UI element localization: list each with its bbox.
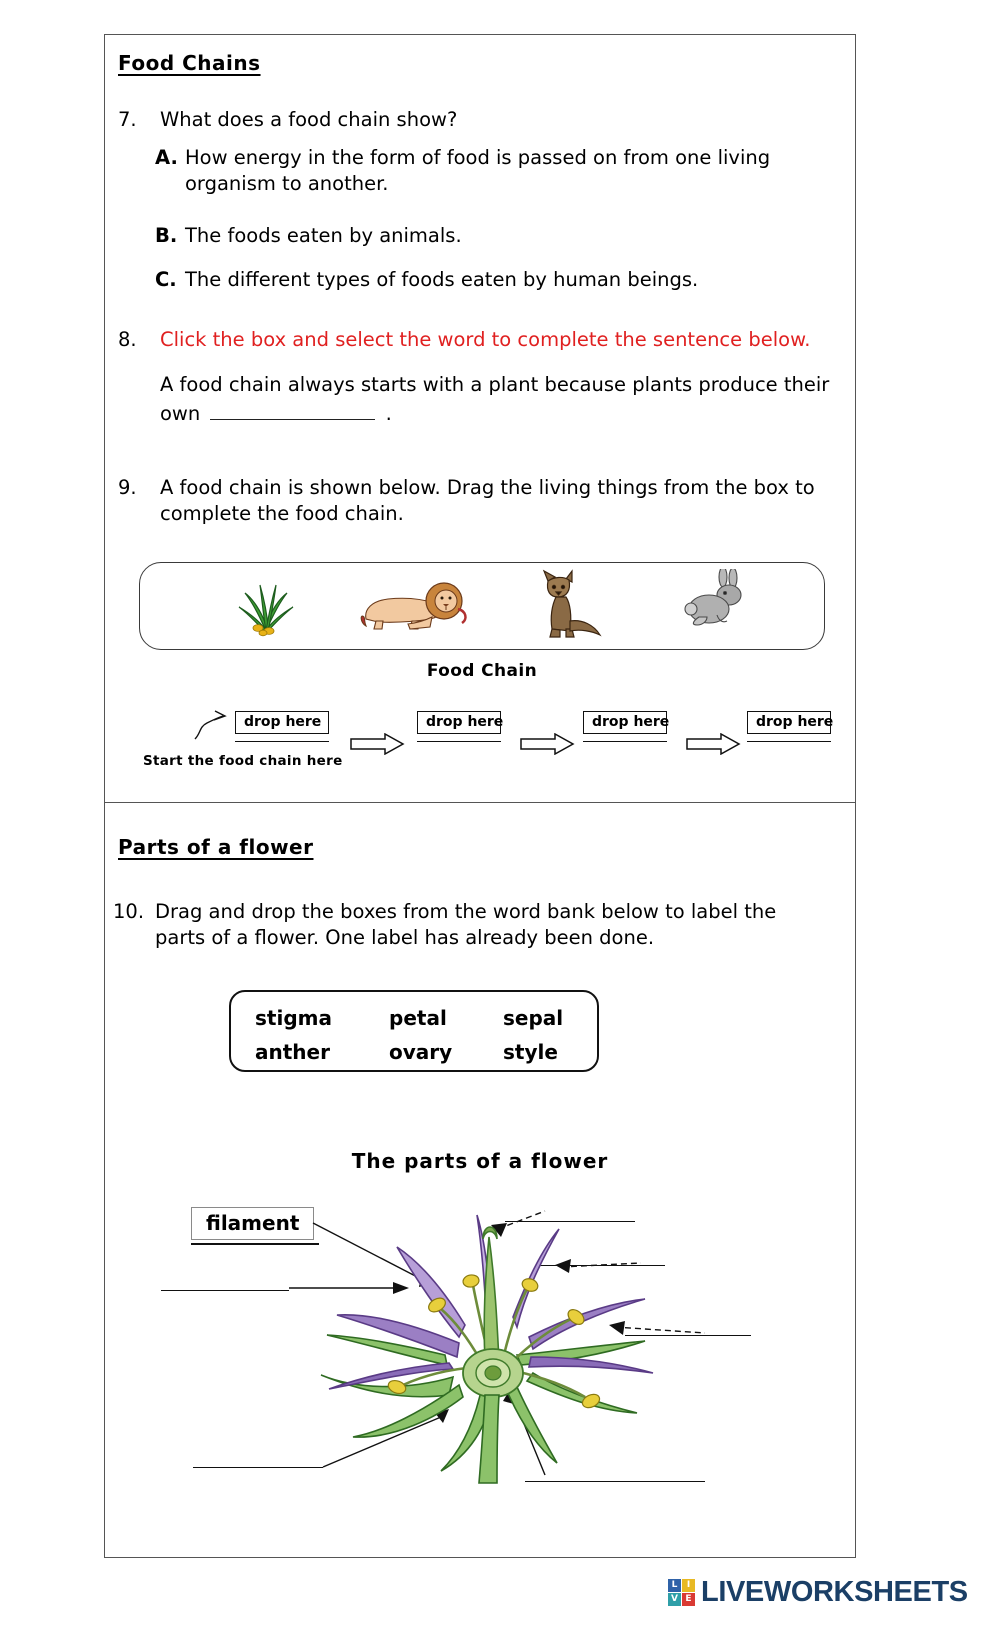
question-9	[118, 475, 838, 527]
option-b-letter: B.	[155, 224, 178, 247]
animal-word-bank	[139, 562, 825, 650]
drop-zone-2[interactable]	[417, 711, 504, 742]
flower-diagram-illustration	[245, 1185, 765, 1485]
drop-zone-1-label: drop here	[235, 711, 329, 734]
drop-zone-3-label: drop here	[583, 711, 667, 734]
question-8-sentence-before: A food chain always starts with a plant because plants produce their own	[160, 373, 830, 425]
placed-label-filament[interactable]: filament	[191, 1207, 314, 1240]
word-bank-item-ovary[interactable]: ovary	[389, 1040, 453, 1064]
option-c-letter: C.	[155, 268, 177, 291]
food-chains-heading: Food Chains	[118, 51, 261, 75]
word-bank-item-stigma[interactable]: stigma	[255, 1006, 332, 1030]
liveworksheets-logo-icon	[668, 1579, 695, 1606]
drop-zone-4-label: drop here	[747, 711, 831, 734]
question-8	[118, 327, 838, 353]
question-10-text: Drag and drop the boxes from the word bank below to label the parts of a flower. One label has already been done.	[155, 900, 777, 949]
question-7	[118, 107, 818, 133]
drag-item-grass[interactable]	[206, 569, 326, 645]
drag-item-lion[interactable]	[354, 569, 474, 645]
worksheet-page	[104, 34, 856, 1558]
option-c-text: The different types of foods eaten by human beings.	[185, 268, 699, 291]
option-b-text: The foods eaten by animals.	[185, 224, 462, 247]
section-food-chains	[105, 35, 855, 803]
question-10	[113, 899, 813, 951]
question-10-number: 10.	[113, 900, 145, 923]
lion-icon	[358, 569, 470, 635]
start-food-chain-note: Start the food chain here	[143, 753, 343, 769]
question-8-instruction: Click the box and select the word to complete the sentence below.	[160, 328, 811, 351]
question-8-answer-blank[interactable]	[210, 402, 375, 420]
question-9-number: 9.	[118, 476, 137, 499]
grass-icon	[229, 569, 303, 639]
question-7-option-a[interactable]	[155, 145, 815, 198]
question-8-number: 8.	[118, 328, 137, 351]
word-bank-item-anther[interactable]: anther	[255, 1040, 330, 1064]
question-8-sentence	[160, 371, 840, 429]
drop-zone-3-underline	[583, 741, 667, 742]
flower-word-bank	[229, 990, 599, 1072]
question-7-option-b[interactable]	[155, 223, 815, 249]
liveworksheets-brand-text: LIVEWORKSHEETS	[701, 1576, 968, 1608]
question-9-text: A food chain is shown below. Drag the living things from the box to complete the food chain.	[160, 476, 815, 525]
word-bank-item-sepal[interactable]: sepal	[503, 1006, 564, 1030]
option-a-letter: A.	[155, 146, 178, 169]
question-7-option-c[interactable]	[155, 267, 815, 293]
rabbit-icon	[683, 569, 757, 633]
drop-zone-2-label: drop here	[417, 711, 501, 734]
drop-zone-4-underline	[747, 741, 831, 742]
section-parts-of-flower	[105, 803, 855, 1557]
word-bank-item-style[interactable]: style	[503, 1040, 558, 1064]
question-7-number: 7.	[118, 108, 137, 131]
question-7-text: What does a food chain show?	[160, 108, 458, 131]
chain-arrow-3-icon	[685, 733, 741, 755]
drop-zone-1[interactable]	[235, 711, 329, 742]
chain-arrow-1-icon	[349, 733, 405, 755]
chain-arrow-2-icon	[519, 733, 575, 755]
word-bank-item-petal[interactable]: petal	[389, 1006, 447, 1030]
drop-zone-2-underline	[417, 741, 501, 742]
start-pointer-icon	[189, 707, 231, 741]
logo-letter-v: V	[668, 1593, 681, 1606]
logo-letter-l: L	[668, 1579, 681, 1592]
option-a-text: How energy in the form of food is passed on from one living organism to another.	[185, 146, 771, 196]
drag-item-fox[interactable]	[504, 569, 624, 645]
fox-icon	[522, 569, 606, 641]
drag-item-rabbit[interactable]	[660, 569, 780, 645]
liveworksheets-footer	[668, 1576, 968, 1609]
logo-letter-e: E	[682, 1593, 695, 1606]
drop-zone-1-underline	[235, 741, 329, 742]
drop-zone-4[interactable]	[747, 711, 834, 742]
food-chain-caption: Food Chain	[426, 661, 538, 681]
question-8-sentence-after: .	[385, 401, 392, 425]
logo-letter-i: I	[682, 1579, 695, 1592]
parts-of-flower-heading: Parts of a flower	[118, 835, 314, 859]
flower-diagram-heading: The parts of a flower	[351, 1149, 609, 1173]
drop-zone-3[interactable]	[583, 711, 670, 742]
